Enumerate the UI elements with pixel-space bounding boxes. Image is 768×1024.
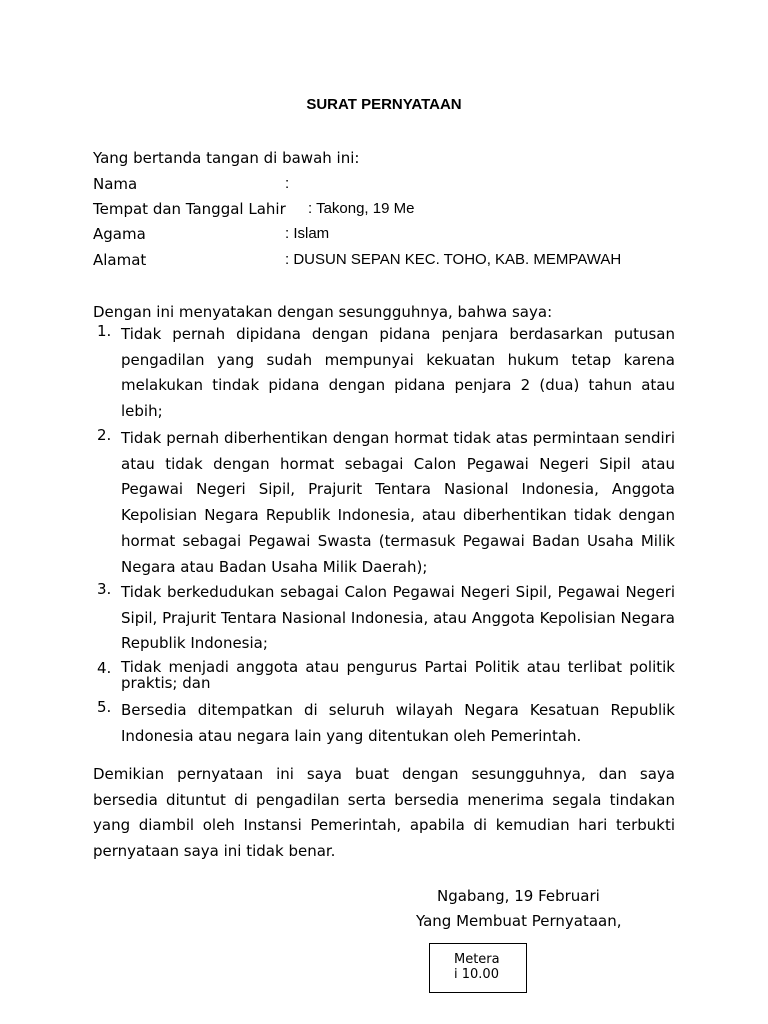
list-item-number: 3.: [97, 580, 112, 598]
signer-label: Yang Membuat Pernyataan,: [416, 912, 622, 930]
nama-value: :: [285, 175, 290, 192]
agama-label: Agama: [93, 225, 146, 243]
stamp-text: Meterai 10.00: [454, 952, 500, 982]
list-item-text: Tidak menjadi anggota atau pengurus Partai Politik atau terlibat politik praktis; dan: [121, 658, 675, 692]
ttl-label: Tempat dan Tanggal Lahir: [93, 200, 286, 218]
list-item-number: 4.: [97, 659, 112, 677]
list-item-number: 2.: [97, 426, 112, 444]
alamat-label: Alamat: [93, 251, 147, 269]
list-item-number: 5.: [97, 698, 112, 716]
list-item-text: Tidak berkedudukan sebagai Calon Pegawai Negeri Sipil, Pegawai Negeri Sipil, Prajurit Tentara Nasional Indonesia, atau Anggota Kepolisian Negara Republik Indonesia;: [121, 583, 675, 653]
agama-value: : Islam: [285, 225, 330, 242]
list-item-number: 1.: [97, 322, 112, 340]
nama-label: Nama: [93, 175, 138, 193]
stamp-box: [429, 943, 527, 993]
list-item-text: Tidak pernah diberhentikan dengan hormat tidak atas permintaan sendiri atau tidak dengan hormat sebagai Calon Pegawai Negeri Sipil atau Pegawai Negeri Sipil, Prajurit Tentara Nasional Indonesia, Anggota Kepolisian Negara Republik Indonesia, atau diberhentikan tidak dengan hormat sebagai Pegawai Swasta (termasuk Pegawai Badan Usaha Milik Negara atau Badan Usaha Milik Daerah);: [121, 429, 675, 576]
alamat-value: : DUSUN SEPAN KEC. TOHO, KAB. MEMPAWAH: [285, 251, 622, 268]
list-item-text: Bersedia ditempatkan di seluruh wilayah Negara Kesatuan Republik Indonesia atau negara lain yang ditentukan oleh Pemerintah.: [121, 701, 675, 745]
statement-intro: Dengan ini menyatakan dengan sesungguhnya, bahwa saya:: [93, 303, 553, 321]
ttl-value: : Takong, 19 Me: [308, 200, 415, 217]
closing-paragraph: Demikian pernyataan ini saya buat dengan sesungguhnya, dan saya bersedia dituntut di pengadilan serta bersedia menerima segala tindakan yang diambil oleh Instansi Pemerintah, apabila di kemudian hari terbukti pernyataan saya ini tidak benar.: [93, 765, 675, 861]
place-date: Ngabang, 19 Februari: [437, 887, 600, 905]
document-title: SURAT PERNYATAAN: [306, 96, 462, 113]
list-item-text: Tidak pernah dipidana dengan pidana penjara berdasarkan putusan pengadilan yang sudah mempunyai kekuatan hukum tetap karena melakukan tindak pidana dengan pidana penjara 2 (dua) tahun atau lebih;: [121, 325, 675, 421]
intro-text: Yang bertanda tangan di bawah ini:: [93, 149, 360, 167]
